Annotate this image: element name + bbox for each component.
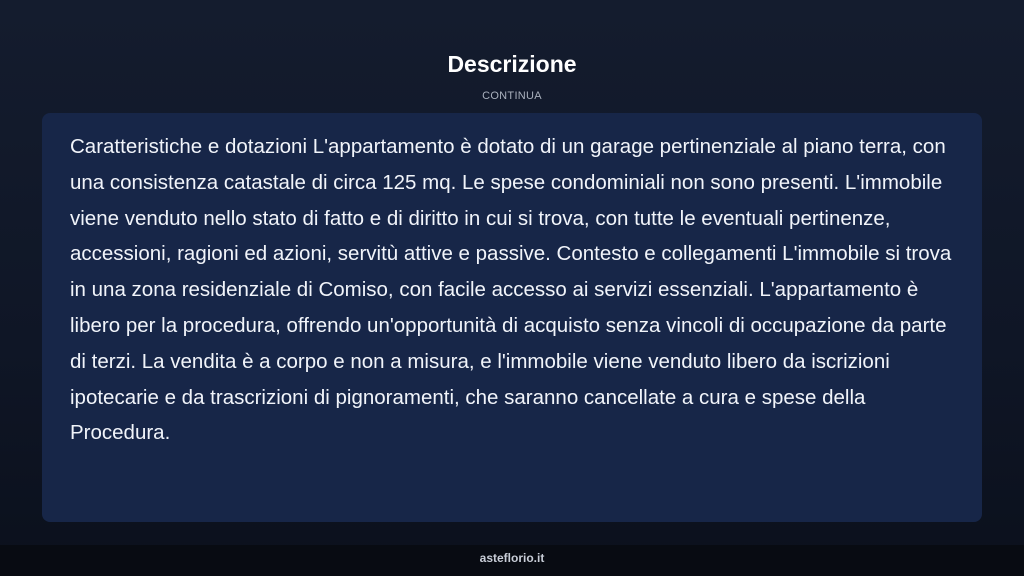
description-card — [42, 113, 982, 522]
description-text: Caratteristiche e dotazioni L'appartamento è dotato di un garage pertinenziale al piano terra, con una consistenza catastale di circa 125 mq. Le spese condominiali non sono presenti. L'immobile viene venduto nello stato di fatto e di diritto in cui si trova, con tutte le eventuali pertinenze, accessioni, ragioni ed azioni, servitù attive e passive. Contesto e collegamenti L'immobile si trova in una zona residenziale di Comiso, con facile accesso ai servizi essenziali. L'appartamento è libero per la procedura, offrendo un'opportunità di acquisto senza vincoli di occupazione da parte di terzi. La vendita è a corpo e non a misura, e l'immobile viene venduto libero da iscrizioni ipotecarie e da trascrizioni di pignoramenti, che saranno cancellate a cura e spese della Procedura. — [70, 135, 952, 445]
footer-brand: asteflorio.it — [479, 551, 545, 565]
page-title: Descrizione — [447, 51, 577, 77]
section-subtitle: CONTINUA — [482, 90, 542, 102]
